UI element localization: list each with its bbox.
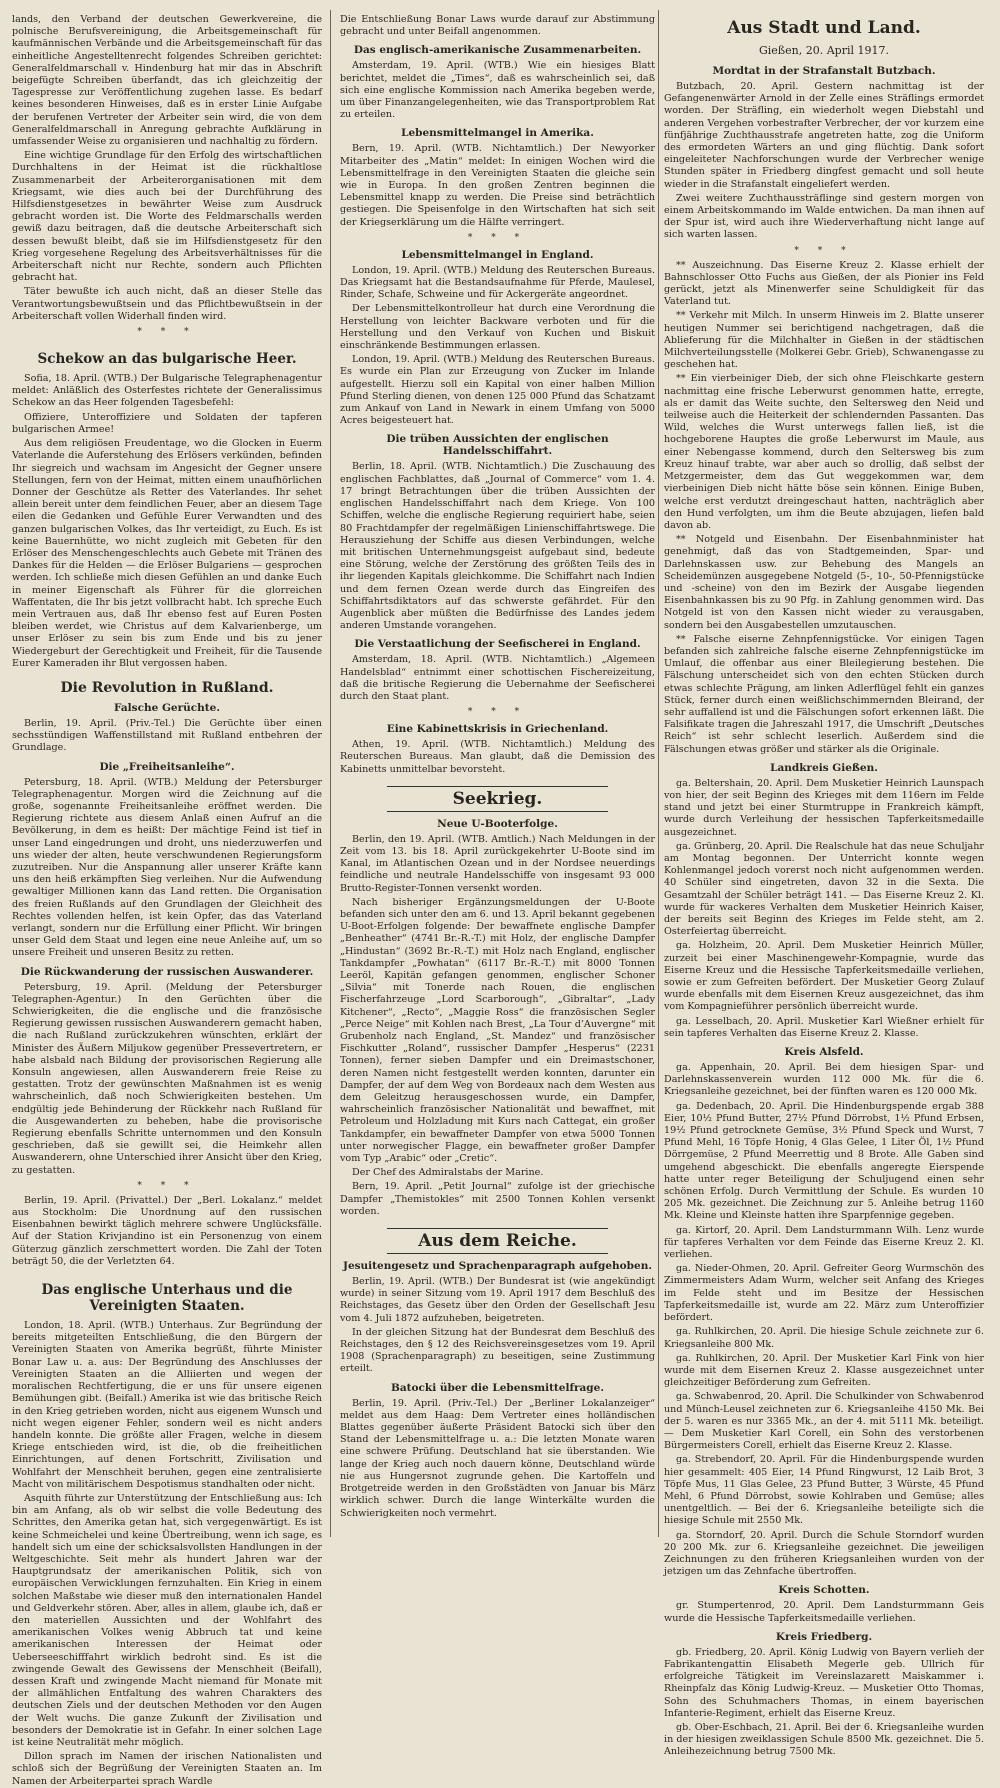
article-paragraph: Bern, 19. April. (WTB. Nichtamtlich.) Der Newyorker Mitarbeiter des „Matin“ meldet: In einigen Wochen wird die Lebensmittelfrage in den Vereinigten Staaten die gleiche sein wie in Europa. In den großen Zentren beginnen die Lebensmittel knapp zu werden. Die Preise sind beträchtlich gestiegen. Die Speisenfolge in den Wirtschaften hat sich seit der Kriegserklärung um die Hälfte verringert. [340,143,655,228]
article-paragraph: London, 19. April. (WTB.) Meldung des Reuterschen Bureaus. Das Kriegsamt hat die Bestandsaufnahme für Pferde, Maulesel, Rinder, Schafe, Schweine und für Ackergeräte angeordnet. [340,264,655,301]
article-paragraph: Offiziere, Unteroffiziere und Soldaten der tapferen bulgarischen Armee! [12,411,322,435]
headline-reiche: Aus dem Reiche. [387,1228,608,1254]
headline-schekow: Schekow an das bulgarische Heer. [37,351,297,368]
subheadline: Kreis Alsfeld. [784,1046,864,1059]
subheadline: Jesuitengesetz und Sprachenparagraph aufgehoben. [342,1260,652,1273]
article-paragraph: gb. Ober-Eschbach, 21. April. Bei der 6. Kriegsanleihe wurden in der hiesigen zweiklassigen Schule 8500 Mk. gezeichnet. Die 5. Anleihezeichnung betrug 7500 Mk. [664,1721,984,1758]
article-paragraph: ga. Dedenbach, 20. April. Die Hindenburgspende ergab 388 Eier, 10½ Pfund Butter, 27½ Pfund Dörrobst, 1½ Pfund Erbsen, 19½ Pfund getrocknete Gemüse, 3½ Pfund Speck und Wurst, 7 Pfund Mehl, 16 Töpfe Honig, 4 Glas Gelee, 1 Liter Öl, 1½ Pfund Dörrgemüse, 2 Pfund Meerrettig und 8 Brote. Alle Gaben sind umgehend abgeschickt. Die ebenfalls angeregte Eierspende hatte unter reger Beteiligung der Schuljugend einen sehr schönen Erfolg. Durch Vermittlung der Schule. Es wurden 10 205 Mk. gezeichnet. Die Zeichnung zur 5. Anleihe betrug 1160 Mk. Kleine und Kleinste hatten ihre Sparpfennige gegeben. [664,1100,984,1222]
article-paragraph: Bern, 19. April. „Petit Journal“ zufolge ist der griechische Dampfer „Themistokles“ mit 2500 Tonnen Kohlen versenkt worden. [340,1181,655,1217]
article-paragraph: Berlin, 19. April. (Priv.-Tel.) Der „Berliner Lokalanzeiger“ meldet aus dem Haag: Dem Vertreter eines holländischen Blattes gegenüber äußerte Präsident Batocki sich über den Stand der Lebensmittelfrage u. a.: Die letzten Monate waren eine schwere Prüfung. Deutschland hat sie überstanden. Wie lange der Krieg auch noch dauern könne, Deutschland würde nie aus Hungersnot zugrunde gehen. Die Kartoffeln und Brotgetreide werden in den Großstädten von Januar bis März wirklich schwer. Durch die lange Winterkälte wurden die Schwierigkeiten noch vermehrt. [340,1397,655,1519]
separator: * * * [794,245,854,256]
article-paragraph: Eine wichtige Grundlage für den Erfolg des wirtschaftlichen Durchhaltens in der Heimat ist die rückhaltlose Zusammenarbeit der Arbeiterorganisationen mit dem Kriegsamt, wie dies auch bei der Durchführung des Hilfsdienstgesetzes in bewährter Weise zum Ausdruck gebracht worden ist. Die Worte des Feldmarschalls werden gewiß dazu beitragen, daß die deutsche Arbeiterschaft sich dessen bewußt bleibt, daß sie im Hilfsdienstgesetz für den Krieg vorgesehene Regelung des Arbeitsverhältnisses für die Arbeiterschaft nicht nur Rechte, sondern auch Pflichten gebracht hat. [12,150,322,284]
headline-revolution: Die Revolution in Rußland. [60,679,274,696]
article-paragraph: ga. Nieder-Ohmen, 20. April. Gefreiter Georg Wurmschön des Zimmermeisters Adam Wurm, welcher seit Anfang des Krieges im Felde steht und im Besitze der Hessischen Tapferkeitsmedaille ist, wurde am 22. März zum Unteroffizier befördert. [664,1263,984,1324]
article-paragraph: Der Lebensmittelkontrolleur hat durch eine Verordnung die Herstellung von leichter Backware verboten und für die Herstellung und den Verkauf von Kuchen und Biskuit einschränkende Bestimmungen erlassen. [340,303,655,352]
subheadline: Lebensmittelmangel in Amerika. [401,127,594,140]
article-paragraph: Zwei weitere Zuchthaussträflinge sind gestern morgen von einem Arbeitskommando im Walde entwichen. Da man ihnen auf der Spur ist, wird auch ihre Wiederverhaftung nicht lange auf sich warten lassen. [664,192,984,241]
article-paragraph: Berlin, 19. April. (WTB.) Der Bundesrat ist (wie angekündigt wurde) in seiner Sitzung vom 19. April 1917 dem Beschluß des Reichstages, das Gesetz über den Orden der Gesellschaft Jesu vom 4. Juli 1872 aufzuheben, beigetreten. [340,1276,655,1324]
subheadline: Das englisch-amerikanische Zusammenarbeiten. [353,44,642,57]
article-paragraph: ga. Appenhain, 20. April. Bei dem hiesigen Spar- und Darlehnskassenverein wurden 112 000 Mk. für die 6. Kriegsanleihe gezeichnet, bei der fünften waren es 120 000 Mk. [664,1062,984,1098]
headline-stadt-land: Aus Stadt und Land. [727,18,921,38]
article-paragraph: lands, den Verband der deutschen Gewerkvereine, die polnische Berufsvereinigung, die Arbeitsgemeinschaft für kaufmännischen Verbände und die Arbeitsgemeinschaft für das einheitliche Angestelltenrecht folgendes Schreiben gerichtet: Generalfeldmarschall v. Hindenburg hat mir das in Abschrift beigefügte Schreiben überfandt, das ich gleichzeitig der Tagespresse zur Veröffentlichung zugehen lasse. Es bedarf keines besonderen Hinweises, daß es in erster Linie Aufgabe der berufenen Vertreter der Arbeiter sein wird, die von dem Generalfeldmarschall in Anregung gebrachte Aufklärung in umfassender Weise zu organisieren und nachhaltig zu fördern. [12,14,322,148]
subheadline: Falsche Gerüchte. [114,701,220,714]
article-paragraph: In der gleichen Sitzung hat der Bundesrat dem Beschluß des Reichstages, den § 12 des Reichsvereinsgesetzes vom 19. April 1908 (Sprachenparagraph) zu beseitigen, seine Zustimmung erteilt. [340,1326,655,1375]
article-paragraph: Amsterdam, 18. April. (WTB. Nichtamtlich.) „Algemeen Handelsblad“ entnimmt einer schottischen Fischereizeitung, daß die britische Regierung die Uebernahme der Seefischerei durch den Staat plant. [340,654,655,702]
article-paragraph: Die Entschließung Bonar Laws wurde darauf zur Abstimmung gebracht und unter Beifall angenommen. [340,14,655,38]
subheadline: Kreis Friedberg. [775,1630,873,1643]
article-paragraph: Täter bewußte ich auch nicht, daß an dieser Stelle das Verantwortungsbewußtsein und das Pflichtbewußtsein in der Arbeiterschaft vollen Widerhall finden wird. [12,286,322,322]
article-paragraph: Petersburg, 19. April. (Meldung der Petersburger Telegraphen-Agentur.) In den Gerüchten über die Schwierigkeiten, die die englische und die französische Regierung gewissen russischen Auswanderern gemacht haben, die nach Rußland zurückzukehren wünschten, erklärt der Minister des Äußern Miljukow gegenüber Pressevertretern, er habe alsbald nach Bildung der provisorischen Regierung alle Konsuln angewiesen, allen Auswanderern freie Reise zu gestatten. Trotz der gewünschten Maßnahmen ist es wenig wahrscheinlich, daß noch Schwierigkeiten bestehen. Um endgültig jede Behinderung der Rückkehr nach Rußland für die Ausgewanderten zu beheben, habe die provisorische Regierung ebenfalls Schritte unternommen und den Konsuln geschrieben, daß sie gewillt sei, die Heimkehr allen Auswanderern, ohne Unterschied ihrer Ansicht über den Krieg, zu gestatten. [12,981,322,1176]
article-paragraph: Berlin, 19. April. (Privattel.) Der „Berl. Lokalanz.“ meldet aus Stockholm: Die Unordnung auf den russischen Eisenbahnen bewirkt täglich mehrere schwere Unglücksfälle. Auf der Station Krivjandino ist ein Personenzug von einem Güterzug gänzlich zerschmettert worden. Die Zahl der Toten beträgt 50, die der Verletzten 64. [12,1194,322,1267]
article-paragraph: Petersburg, 18. April. (WTB.) Meldung der Petersburger Telegraphenagentur. Morgen wird die Zeichnung auf die große, sogenannte Freiheitsanleihe eröffnet werden. Die Regierung richtete aus diesem Anlaß einen Aufruf an die Bevölkerung, in dem es heißt: Der mächtige Feind ist tief in unser Land eingedrungen und droht, uns niederzuwerfen und uns wieder der alten, heute verschwundenen Regierungsform zuzutreiben. Nur die Anspannung aller unserer Kräfte kann uns den heiß erkämpften Sieg verleihen. Nur die Aufwendung gewaltiger Millionen kann das Land retten. Die Organisation des freien Rußlands auf den Grundlagen der Gleichheit des Rechtes vollenden helfen, ist kein Opfer, das das Vaterland verlangt, sondern nur die Erfüllung einer Pflicht. Wir bringen unser Geld dem Staat und legen eine neue Anleihe auf, um so unsere Freiheit und unseren Besitz zu retten. [12,776,322,959]
subheadline: Die trüben Aussichten der englischen Handelsschiffahrt. [386,433,609,458]
article-paragraph: Aus dem religiösen Freudentage, wo die Glocken in Euerm Vaterlande die Auferstehung des Erlösers verkünden, befinden Ihr siegreich und wachsam im Angesicht der Gegner unsere Stellungen, fern von der Heimat, mitten einem unaufhörlichen Donner der Geschütze als Retter des Vaterlandes. Ihr sehet allein bereit unter dem feindlichen Feuer, aber an diesem Tage eilen die Gedanken und Gefühle Eurer Verwandten und des ganzen bulgarischen Volkes, das Ihr verteidigt, zu Euch. Es ist keine Bauernhütte, wo nicht zugleich mit Gebeten für den Erlöser des Menschengeschlechts auch Gebete mit Tränen des Dankes für die Helden — die Erlöser Bulgariens — gesprochen werden. Ich schließe mich diesen Gefühlen an und danke Euch in meiner Eigenschaft als Führer für die glorreichen Waffentaten, die Ihr bis jetzt vollbracht habt. Ich spreche Euch mein Vertrauen aus, daß Ihr ebenso fest auf Euren Posten bleiben werdet, wie Christus auf dem Kalvarienberge, um unser Erlöser zu sein bis zum Ende und bis zu jener Wiedergeburt der Gerechtigkeit und Freiheit, für die Tausende Eurer Kameraden ihr Blut vergossen haben. [12,438,322,669]
article-paragraph: Sofia, 18. April. (WTB.) Der Bulgarische Telegraphenagentur meldet: Anläßlich des Osterfestes richtete der Generalissimus Schekow an das Heer folgenden Tagesbefehl: [12,373,322,409]
article-paragraph: ** Ein vierbeiniger Dieb, der sich ohne Fleischkarte gestern nachmittag eine frische Leberwurst genommen hatte, erregte, als er damit das Weite suchte, den Seltersweg den Neid und teilweise auch die Heiterkeit der schlendernden Passanten. Das Wild, welches die Wurst unterwegs fallen ließ, ist die hochgeborene Hauptes die große Leberwurst im Maule, aus einer Nebengasse kommend, durch den Seltersweg bis zum Kreuz hinauf trabte, war aber auch so drollig, daß selbst der Metzgermeister, dem das Gut weggekommen war, dem vierbeinigen Dieb nicht hätte böse sein können. Einige Buben, welche erst verdutzt dreingeschaut hatten, nachträglich aber den Hund verfolgten, um ihm die Beute abzujagen, liefen bald davon ab. [664,373,984,531]
article-paragraph: Athen, 19. April. (WTB. Nichtamtlich.) Meldung des Reuterschen Bureaus. Man glaubt, daß die Demission des Kabinetts unmittelbar bevorsteht. [340,739,655,775]
subheadline: Die Rückwanderung der russischen Auswanderer. [20,965,314,978]
article-paragraph: ** Auszeichnung. Das Eiserne Kreuz 2. Klasse erhielt der Bahnschlosser Otto Fuchs aus Gießen, der als Pionier ins Feld gerückt, jetzt als Minenwerfer seine Schuldigkeit für das Vaterland tut. [664,259,984,308]
column-rule [658,10,659,1537]
article-paragraph: Dillon sprach im Namen der irischen Nationalisten und schloß sich der Begrüßung der Vereinigten Staaten an. Im Namen der Arbeiterpartei sprach Wardle [12,1751,322,1787]
article-paragraph: ** Verkehr mit Milch. In unserm Hinweis im 2. Blatte unserer heutigen Nummer sei berichtigend nachgetragen, daß die Ablieferung für die Milchhalter in Gießen in der städtischen Milchverteilungsstelle (Molkerei Gebr. Grieb), Schwanengasse zu geschehen hat. [664,310,984,371]
article-paragraph: London, 19. April. (WTB.) Meldung des Reuterschen Bureaus. Es wurde ein Plan zur Erzeugung von Zucker im Inlande aufgestellt. Hierzu soll ein Kapital von einer halben Million Pfund Sterling dienen, von denen 125 000 Pfund das Schatzamt zum Ankauf von Land in Newark in einem Umfang von 5000 Acres beigesteuert hat. [340,354,655,427]
column-right [664,14,984,1758]
article-paragraph: ga. Ruhlkirchen, 20. April. Die hiesige Schule zeichnete zur 6. Kriegsanleihe 800 Mk. [664,1326,984,1350]
article-paragraph: Amsterdam, 19. April. (WTB.) Wie ein hiesiges Blatt berichtet, meldet die „Times“, daß es wahrscheinlich sei, daß sich eine englische Kommission nach Amerika begeben werde, um über Finanzangelegenheiten, wie das Transportproblem Rat zu erteilen. [340,60,655,121]
separator: * * * [137,1180,197,1191]
subheadline: Eine Kabinettskrisis in Griechenland. [386,723,609,736]
article-paragraph: ga. Strebendorf, 20. April. Für die Hindenburgspende wurden hier gesammelt: 405 Eier, 14 Pfund Ringwurst, 12 Laib Brot, 3 Töpfe Mus, 11 Glas Gelee, 23 Pfund Butter, 3 Würste, 45 Pfund Mehl, 6 Pfund Dörrobst, sowie Kohlraben und Gemüse; alles unentgeltlich. — Bei der 6. Kriegsanleihe beteiligte sich die hiesige Schule mit 2550 Mk. [664,1454,984,1527]
separator: * * * [137,327,197,338]
article-paragraph: Der Chef des Admiralstabs der Marine. [352,1167,544,1179]
column-left [12,14,322,1787]
subheadline: Lebensmittelmangel in England. [401,248,594,261]
subheadline: Neue U-Booterfolge. [437,817,558,830]
article-paragraph: ga. Beltershain, 20. April. Dem Musketier Heinrich Launspach von hier, der seit Beginn des Krieges mit dem 116ern im Felde stand und jetzt bei einer Sturmtruppe in Frankreich kämpft, wurde durch Verleihung der hessischen Tapferkeitsmedaille ausgezeichnet. [664,777,984,838]
article-paragraph: ga. Storndorf, 20. April. Durch die Schule Storndorf wurden 20 200 Mk. zur 6. Kriegsanleihe gezeichnet. Die jeweiligen Zeichnungen zu den früheren Kriegsanleihen wurden von der jetzigen um das Zehnfache übertroffen. [664,1529,984,1578]
subheadline: Kreis Schotten. [778,1584,870,1597]
article-paragraph: gr. Stumpertenrod, 20. April. Dem Landsturmmann Geis wurde die Hessische Tapferkeitsmedaille verliehen. [664,1600,984,1624]
subheadline: Die Verstaatlichung der Seefischerei in England. [354,638,641,651]
subheadline: Landkreis Gießen. [770,761,878,774]
article-paragraph: Nach bisheriger Ergänzungsmeldungen der U-Boote befanden sich unter den am 6. und 13. April bekannt gegebenen U-Boot-Erfolgen folgende: Der bewaffnete englische Dampfer „Benheather“ (4741 Br.-R.-T.) mit Holz, der englische Dampfer „Hindustan“ (3692 Br.-R.-T.) mit Holz nach England, englischer Tankdampfer „Powhatan“ (6117 Br.-R.-T.) mit 8000 Tonnen Leeröl, Kapitän gefangen genommen, englischer Schoner „Silvia“ mit Tonerde nach Rouen, die englischen Fischerfahrzeuge „Lord Scarborough“, „Gibraltar“, „Lady Kitchener“, „Recto“, „Maggie Ross“ die französischen Segler „Perce Neige“ mit Kohlen nach Brest, „La Tour d’Auvergne“ mit Grubenholz nach England, „St. Mandez“ und französischer Fischkutter „Roland“, russischer Dampfer „Hesperus“ (2231 Tonnen), ferner sieben Dampfer und ein Dreimastschoner, deren Namen nicht festgestellt werden konnten, darunter ein Dampfer, der auf dem Weg von Bordeaux nach dem Westen aus dem Geleitzug herausgeschossen wurde, ein Dampfer, wahrscheinlich französischer Nationalität und bewaffnet, mit Petroleum und Holzladung mit Kurs nach Cattegat, ein großer Tankdampfer, ein bewaffneter Dampfer von etwa 5000 Tonnen unter norwegischer Flagge, ein bewaffneter großer Dampfer vom Typ „Arabic“ oder „Cretic“. [340,896,655,1165]
article-paragraph: Asquith führte zur Unterstützung der Entschließung aus: Ich bin am Anfang, als ob wir selbst die volle Bedeutung des Schrittes, den Amerika getan hat, sich vergegenwärtigt. Es ist keine Schmeichelei und keine Übertreibung, wenn ich sage, es handelt sich um eine der schicksalsvollsten Handlungen in der Weltgeschichte. Seit mehr als hundert Jahren war der Hauptgrundsatz der amerikanischen Politik, sich von europäischen Verwicklungen fernzuhalten. Ein Krieg in einem solchen Maßstabe wie dieser muß den internationalen Handel und Geldverkehr stören. Aber, alles in allem, glaube ich, daß er den materiellen Aussichten und der Wohlfahrt des amerikanischen Volkes wenig Abbruch tat und keine amerikanischen Interessen der Heimat oder Ueberseeschifffahrt wirklich bedroht sind. Es ist die zwingende Gewalt des Gewissens der Menschheit (Beifall), dessen Kraft und zwingende Macht niemand für Monate mit der allmählichen Entfaltung des wahren Charakters des deutschen Ziels und der deutschen Methoden vor den Augen der Welt wuchs. Die ganze Zukunft der Zivilisation und besonders der Demokratie ist in Gefahr. In einer solchen Lage ist keine Neutralität mehr möglich. [12,1492,322,1748]
subheadline: Mordtat in der Strafanstalt Butzbach. [712,65,936,77]
article-paragraph: ga. Ruhlkirchen, 20. April. Der Musketier Karl Fink von hier wurde mit dem Eisernen Kreuz 2. Klasse ausgezeichnet unter gleichzeitiger Beförderung zum Gefreiten. [664,1352,984,1389]
column-middle [340,14,655,1537]
subheadline: Die „Freiheitsanleihe“. [99,760,235,773]
article-paragraph: ** Falsche eiserne Zehnpfennigstücke. Vor einigen Tagen befanden sich zahlreiche falsche eiserne Zehnpfennigstücke im Umlauf, die offenbar aus einer Bleilegierung bestehen. Die Fälschung unterscheidet sich von den echten Stücken durch etwas schlechte Prägung, am linken Adlerflügel fehlt ein ganzes Stück, ferner durch einen weißlichschimmernden Bleirand, der sehr auffallend ist und die Fälschungen sofort erkennen läßt. Die Falsifikate tragen die Jahreszahl 1917, die Umschrift „Deutsches Reich“ ist sehr schlecht leserlich. Außerdem sind die Fälschungen etwas größer und stärker als die Originale. [664,633,984,755]
column-rule [330,10,331,1537]
article-paragraph: Berlin, 19. April. (Priv.-Tel.) Die Gerüchte über einen sechsstündigen Waffenstillstand mit Rußland entbehren der Grundlage. [12,717,322,754]
article-paragraph: Butzbach, 20. April. Gestern nachmittag ist der Gefangenenwärter Arnold in der Zelle eines Sträflings ermordet worden. Der Sträfling, ein wiederholt wegen Diebstahl und anderen Vergehen vorbestrafter Verbrecher, der vor kurzem eine fünfjährige Zuchthausstrafe angetreten hatte, zog die Uniform des ermordeten Wärters an und ging flüchtig. Dank sofort eingeleiteter Nachforschungen wurde der Verbrecher wenige Stunden später in Friedberg dingfest gemacht und soll heute wieder in die Strafanstalt eingeliefert werden. [664,81,984,190]
dateline: Gießen, 20. April 1917. [758,44,889,57]
article-paragraph: ga. Holzheim, 20. April. Dem Musketier Heinrich Müller, zurzeit bei einer Maschinengewehr-Kompagnie, wurde das Eiserne Kreuz und die Hessische Tapferkeitsmedaille verliehen, sowie er zum Gefreiten befördert. Der Musketier Georg Zulauf wurde ebenfalls mit dem Eisernen Kreuz ausgezeichnet, das ihm vom Kompagnieführer persönlich überreicht wurde. [664,940,984,1013]
article-paragraph: Berlin, den 19. April. (WTB. Amtlich.) Nach Meldungen in der Zeit vom 13. bis 18. April zurückgekehrter U-Boote sind im Kanal, im Atlantischen Ozean und in der Nordsee neuerdings feindliche und neutrale Handelsschiffe von insgesamt 93 000 Brutto-Register-Tonnen versenkt worden. [340,833,655,894]
separator: * * * [467,232,528,243]
article-paragraph: ** Notgeld und Eisenbahn. Der Eisenbahnminister hat genehmigt, daß das von Stadtgemeinden, Spar- und Darlehnskassen usw. zur Behebung des Mangels an Scheidemünzen ausgegebene Notgeld (5-, 10-, 50-Pfennigstücke und -scheine) von den im Bezirk der Ausgabe liegenden Eisenbahnkassen bis zu 90 Pfg. in Zahlung genommen wird. Das Notgeld ist von den Kassen nicht wieder zu verausgaben, sondern bei den Ausgabestellen umzutauschen. [664,534,984,631]
subheadline: Batocki über die Lebensmittelfrage. [391,1381,604,1394]
article-paragraph: ga. Schwabenrod, 20. April. Die Schulkinder von Schwabenrod und Münch-Leusel zeichneten zur 6. Kriegsanleihe 4150 Mk. Bei der 5. waren es nur 3365 Mk., an der 4. mit 5111 Mk. beteiligt. — Dem Musketier Karl Corell, ein Sohn des verstorbenen Bürgermeisters Corell, erhielt das Eiserne Kreuz 2. Klasse. [664,1391,984,1452]
headline-unterhaus: Das englische Unterhaus und die Vereinigten Staaten. [41,1282,293,1315]
article-paragraph: ga. Lesselbach, 20. April. Musketier Karl Wießner erhielt für sein tapferes Verhalten das Eiserne Kreuz 2. Klasse. [664,1015,984,1039]
article-paragraph: gb. Friedberg, 20. April. König Ludwig von Bayern verlieh der Fabrikantengattin Elisabeth Megerle geb. Ullrich für erfolgreiche Tätigkeit im Vereinslazarett Maiskammer i. Rheinpfalz das König Ludwig-Kreuz. — Musketier Otto Thomas, Sohn des Schuhmachers Thomas, in einem bayerischen Infanterie-Regiment, erhielt das Eiserne Kreuz. [664,1646,984,1719]
article-paragraph: ga. Grünberg, 20. April. Die Realschule hat das neue Schuljahr am Montag begonnen. Der Unterricht konnte wegen Kohlenmangel jedoch vorerst noch nicht aufgenommen werden. 40 Schüler sind eingetreten, davon 32 in die Sexta. Die Gesamtzahl der Schüler beträgt 141. — Das Eiserne Kreuz 2. Kl. wurde für wackeres Verhalten dem Musketier Heinrich Kaiser, der bereits seit Beginn des Krieges im Felde steht, am 2. Osterfeiertag überreicht. [664,840,984,938]
headline-seekrieg: Seekrieg. [387,786,608,812]
article-paragraph: ga. Kirtorf, 20. April. Dem Landsturmmann Wilh. Lenz wurde für tapferes Verhalten vor dem Feinde das Eiserne Kreuz 2. Kl. verliehen. [664,1224,984,1261]
article-paragraph: Berlin, 18. April. (WTB. Nichtamtlich.) Die Zuschauung des englischen Fachblattes, daß „Journal of Commerce“ vom 1. 4. 17 bringt Betrachtungen über die trüben Aussichten der englischen Handelsschiffahrt nach dem Kriege. Von 100 Schiffen, welche die englische Regierung requiriert habe, seien 80 Frachtdampfer der regelmäßigen Linienschiffahrtswege. Die Herausziehung der Schiffe aus diesen Verbindungen, welche mit britischen Unternehmungsgeist aufgebaut sind, bedeute eine Störung, welche der Zerstörung des größten Teils des in ihr liegenden Kapitals gleichkomme. Die Schiffahrt nach Indien und dem fernen Ozean werde durch das Eingreifen des Schiffahrtsdiktators auf das schwerste gefährdet. Für den Augenblick aber müßten die Bedürfnisse des Landes jedem anderen Umstande vorangehen. [340,461,655,632]
article-paragraph: London, 18. April. (WTB.) Unterhaus. Zur Begründung der bereits mitgeteilten Entschließung, die den Bürgern der Vereinigten Staaten von Amerika begrüßt, führte Minister Bonar Law u. a. aus: Der Begründung des Anschlusses der Vereinigten Staaten an die Alliierten und wegen der moralischen Rechtfertigung, die er uns für unsere eigenen Bemühungen gibt. (Beifall.) Amerika ist wie das britische Reich in den Krieg getrieben worden, nicht aus eigenem Wunsch und nicht wegen eigener Fehler, sondern weil es nicht anders handeln konnte. Die größte aller Fragen, welche in diesem Kriege entschieden wird, ist die, ob die freiheitlichen Einrichtungen, auf denen Fortschritt, Zivilisation und Wohlfahrt der Menschheit beruhen, gegen eine zentralisierte Macht von militärischem Despotismus standhalten oder nicht. [12,1320,322,1490]
separator: * * * [467,707,528,718]
